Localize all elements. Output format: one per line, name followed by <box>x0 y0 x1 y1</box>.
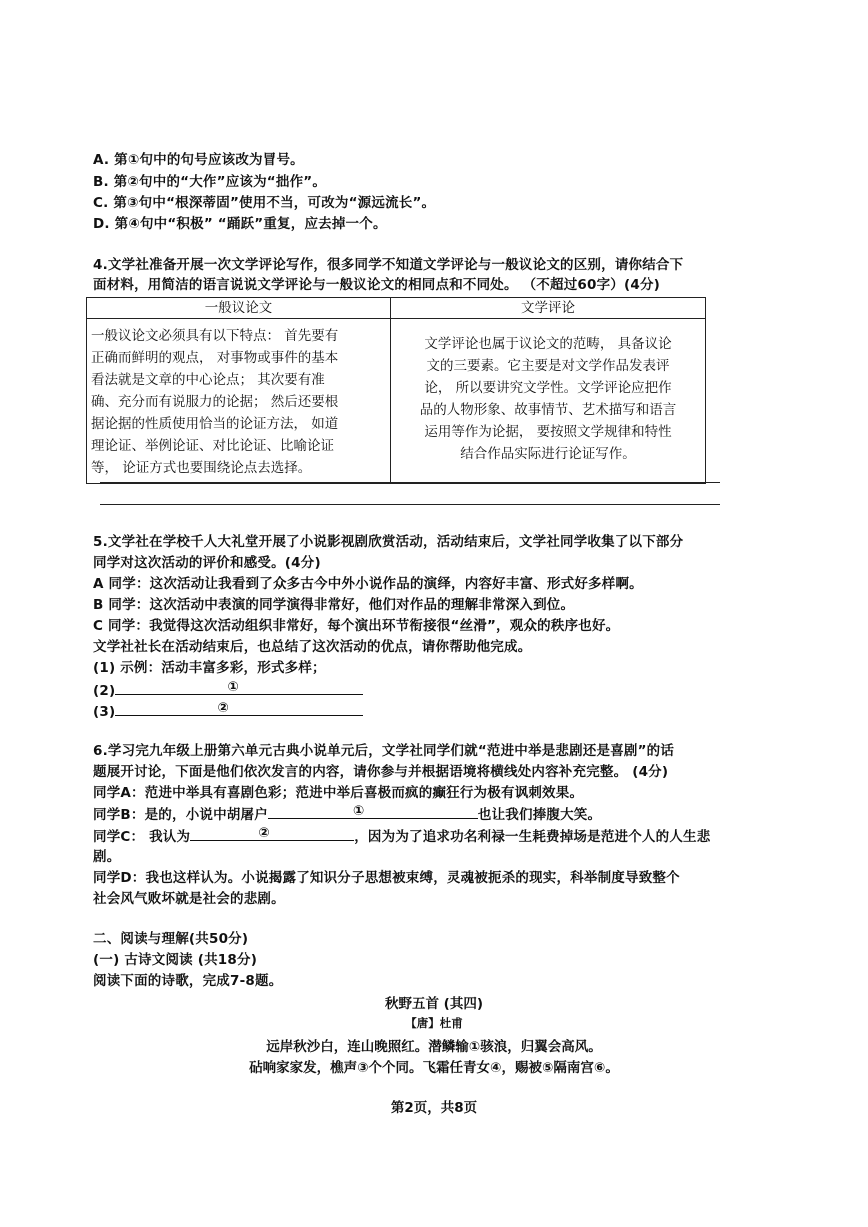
q6-b-prefix: 同学B：是的，小说中胡屠户 <box>93 807 268 823</box>
blank-marker-1: ① <box>227 679 239 695</box>
option-b: B. 第②句中的“大作”应该为“拙作”。 <box>93 174 327 190</box>
option-a: A. 第①句中的句号应该改为冒号。 <box>93 152 304 168</box>
reading-instruction: 阅读下面的诗歌，完成7-8题。 <box>93 973 283 989</box>
q5-blank-2[interactable] <box>115 701 363 716</box>
right-line: 文的三要素。它主要是对文学作品发表评 <box>426 358 670 374</box>
table-cell-left <box>87 319 391 484</box>
comparison-table <box>86 297 706 484</box>
poem-title: 秋野五首 (其四) <box>384 996 484 1012</box>
q6-stem-line2: 题展开讨论，下面是他们依次发言的内容，请你参与并根据语境将横线处内容补充完整。 (4分) <box>93 764 669 780</box>
q5-item-3 <box>93 701 363 722</box>
left-line: 据论据的性质使用恰当的论证方法， 如道 <box>91 416 339 432</box>
poem-line-2: 砧响家家发，樵声③个个同。飞霜任青女④，赐被⑤隔南宫⑥。 <box>249 1060 619 1076</box>
q5-stem-line1: 5.文学社在学校千人大礼堂开展了小说影视剧欣赏活动，活动结束后，文学社同学收集了以下部分 <box>93 534 684 550</box>
q5-example: (1) 示例：活动丰富多彩，形式多样； <box>93 660 326 676</box>
table-header-right: 文学评论 <box>391 298 706 319</box>
q6-b-suffix: 也让我们捧腹大笑。 <box>477 807 602 823</box>
q6-c-suffix: ，因为为了追求功名利禄一生耗费掉场是范进个人的人生悲 <box>354 829 711 845</box>
q5-student-a: A 同学：这次活动让我看到了众多古今中外小说作品的演绎，内容好丰富、形式好多样啊。 <box>93 576 643 592</box>
q6-student-a: 同学A：范进中举具有喜剧色彩；范进中举后喜极而疯的癫狂行为极有讽刺效果。 <box>93 785 584 801</box>
q5-blank-1[interactable] <box>115 680 363 695</box>
table-cell-right <box>391 319 706 484</box>
left-line: 理论证、举例论证、对比论证、比喻论证 <box>91 438 334 454</box>
poem-line-1: 远岸秋沙白，连山晚照红。潜鳞输①骇浪，归翼会高风。 <box>266 1039 602 1055</box>
q6-c-prefix: 同学C： 我认为 <box>93 829 191 845</box>
q4-stem-line2: 面材料，用简洁的语言说说文学评论与一般议论文的相同点和不同处。 （不超过60字）(4分) <box>93 277 661 293</box>
q6-stem-line1: 6.学习完九年级上册第六单元古典小说单元后，文学社同学们就“范进中举是悲剧还是喜剧”的话 <box>93 743 675 759</box>
left-line: 看法就是文章的中心论点； 其次要有准 <box>91 372 325 388</box>
q5-student-c: C 同学：我觉得这次活动组织非常好，每个演出环节衔接很“丝滑”，观众的秩序也好。 <box>93 618 620 634</box>
q4-stem-line1: 4.文学社准备开展一次文学评论写作，很多同学不知道文学评论与一般议论文的区别，请你结合下 <box>93 257 684 273</box>
right-line: 运用等作为论据， 要按照文学规律和特性 <box>424 424 672 440</box>
left-line: 确、充分而有说服力的论据； 然后还要根 <box>91 394 339 410</box>
answer-line-1[interactable] <box>100 482 720 483</box>
poem-author: 【唐】杜甫 <box>405 1016 463 1030</box>
subsection-heading: (一) 古诗文阅读 (共18分) <box>93 952 258 968</box>
q6-student-d-line2: 社会风气败坏就是社会的悲剧。 <box>93 891 285 907</box>
q6-blank-marker-2: ② <box>258 825 270 841</box>
q6-student-c <box>93 826 710 847</box>
q5-item-2-label: (2) <box>93 683 116 699</box>
blank-marker-2: ② <box>217 700 229 716</box>
q6-student-d-line1: 同学D：我也这样认为。小说揭露了知识分子思想被束缚，灵魂被扼杀的现实，科举制度导致整个 <box>93 870 680 886</box>
left-line: 正确而鲜明的观点， 对事物或事件的基本 <box>91 350 339 366</box>
right-line: 论， 所以要讲究文学性。文学评论应把作 <box>424 380 672 396</box>
left-line: 一般议论文必须具有以下特点： 首先要有 <box>91 328 339 344</box>
q5-stem-line2: 同学对这次活动的评价和感受。(4分) <box>93 555 321 571</box>
q6-student-b <box>93 804 601 825</box>
q6-student-c-line2: 剧。 <box>93 849 121 865</box>
q6-blank-2[interactable] <box>190 826 354 841</box>
q6-blank-marker-1: ① <box>352 803 365 819</box>
q5-item-3-label: (3) <box>93 704 116 720</box>
page-footer: 第2页，共8页 <box>390 1100 478 1116</box>
table-header-left: 一般议论文 <box>87 298 391 319</box>
q5-student-b: B 同学：这次活动中表演的同学演得非常好，他们对作品的理解非常深入到位。 <box>93 597 575 613</box>
q6-blank-1[interactable] <box>268 804 478 819</box>
q5-summary: 文学社社长在活动结束后，也总结了这次活动的优点，请你帮助他完成。 <box>93 639 532 655</box>
right-line: 品的人物形象、故事情节、艺术描写和语言 <box>419 402 677 418</box>
left-line: 等， 论证方式也要围绕论点去选择。 <box>91 460 312 476</box>
literary-review-description <box>391 319 705 469</box>
option-c: C. 第③句中“根深蒂固”使用不当，可改为“源远流长”。 <box>93 195 436 211</box>
right-line: 结合作品实际进行论证写作。 <box>460 446 636 462</box>
option-d: D. 第④句中“积极” “踊跃”重复，应去掉一个。 <box>93 216 387 232</box>
section-heading: 二、阅读与理解(共50分) <box>93 931 249 947</box>
answer-line-2[interactable] <box>100 504 720 505</box>
general-essay-description <box>87 319 390 483</box>
right-line: 文学评论也属于议论文的范畴， 具备议论 <box>424 336 672 352</box>
